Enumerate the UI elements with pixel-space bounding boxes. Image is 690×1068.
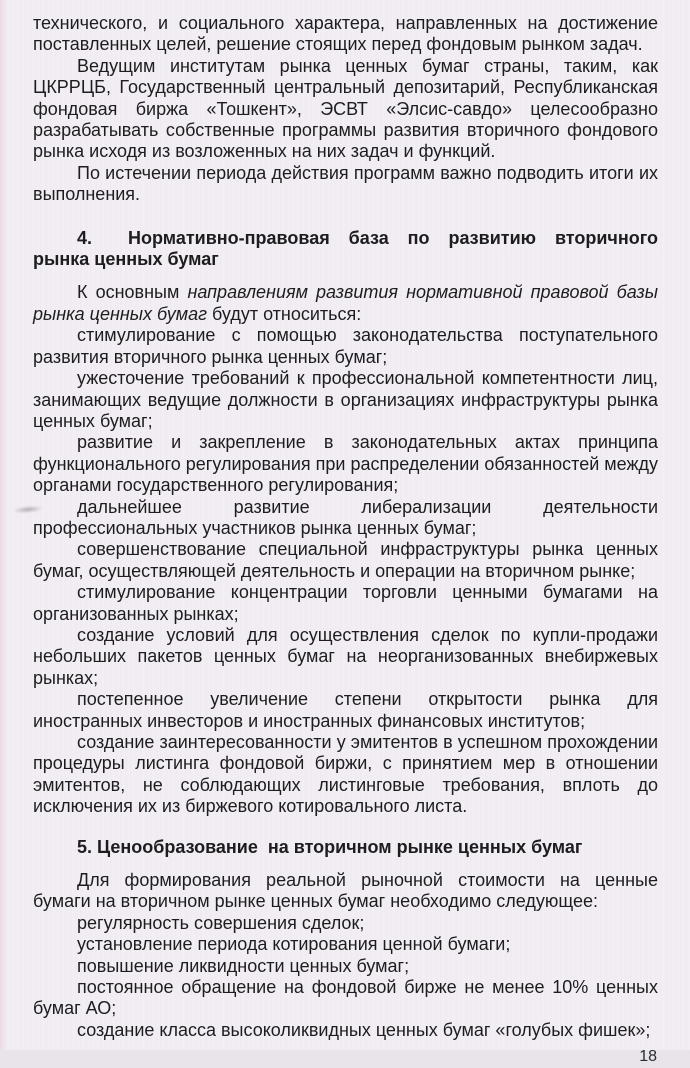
paragraph-program-results: По истечении периода действия программ важно подводить итоги их выполнения. xyxy=(33,162,658,205)
page-number: 18 xyxy=(639,1048,657,1066)
section4-list-item: создание заинтересованности у эмитентов в успешном прохождении процедуры листинга фондовой биржи, с принятием мер в отношении эмитентов, не соблюдающих листинговые требования, вплоть до исключения их из биржевого котировального листа. xyxy=(33,732,658,817)
section4-list-item: ужесточение требований к профессиональной компетентности лиц, занимающих ведущие должности в организациях инфраструктуры рынка ценных бумаг; xyxy=(33,368,658,431)
section5-list-item: установление периода котирования ценной бумаги; xyxy=(77,934,511,955)
section4-list-item: создание условий для осуществления сделок по купли-продажи небольших пакетов ценных бумаг на неорганизованных внебиржевых рынках; xyxy=(33,624,658,688)
section4-list-item: дальнейшее развитие либерализации деятельности профессиональных участников рынка ценных бумаг; xyxy=(33,496,658,538)
section4-heading-number: 4. xyxy=(77,227,93,248)
section4-list-item: стимулирование концентрации торговли ценными бумагами на организованных рынках; xyxy=(33,582,658,624)
section5-list-item: создание класса высоколиквидных ценных бумаг «голубых фишек»; xyxy=(77,1019,651,1040)
paragraph-institutions: Ведущим институтам рынка ценных бумаг страны, таким, как ЦКРРЦБ, Государственный центральный депозитарий, Республиканская фондовая биржа «Тошкент», ЭСВТ «Элсис-савдо» целесообразно разрабатывать собственные программы развития вторичного фондового рынка исходя из возложенных на них задач и функций. xyxy=(33,55,658,162)
section5-list-item: регулярность совершения сделок; xyxy=(77,912,365,933)
section4-list-item: совершенствование специальной инфраструктуры рынка ценных бумаг, осуществляющей деятельность и операции на вторичном рынке; xyxy=(33,539,658,581)
section4-intro-start: К основным xyxy=(77,282,188,303)
section4-list-item: стимулирование с помощью законодательства поступательного развития вторичного рынка ценных бумаг; xyxy=(33,325,658,367)
section4-intro-italic: направлениям развития нормативной правовой базы рынка ценных бумаг xyxy=(33,282,658,324)
section4-heading xyxy=(33,228,658,271)
paragraph-carryover: технического, и социального характера, направленных на достижение поставленных целей, решение стоящих перед фондовым рынком задач. xyxy=(33,13,658,55)
section5-list-item: постоянное обращение на фондовой бирже не менее 10% ценных бумаг АО; xyxy=(33,977,658,1019)
section5-heading: 5. Ценообразование на вторичном рынке ценных бумаг xyxy=(77,836,583,857)
section4-list-item: постепенное увеличение степени открытости рынка для иностранных инвесторов и иностранных финансовых институтов; xyxy=(33,689,658,731)
section5-intro: Для формирования реальной рыночной стоимости на ценные бумаги на вторичном рынке ценных бумаг необходимо следующее: xyxy=(33,870,658,912)
section4-list-item: развитие и закрепление в законодательных актах принципа функционального регулирования при распределении обязанностей между органами государственного регулирования; xyxy=(33,432,658,496)
section4-intro-end: будут относиться: xyxy=(207,303,362,324)
section4-intro xyxy=(33,282,658,325)
section4-heading-title: Нормативно-правовая база по развитию вторичного рынка ценных бумаг xyxy=(33,227,658,270)
section5-list-item: повышение ликвидности ценных бумаг; xyxy=(77,955,410,976)
